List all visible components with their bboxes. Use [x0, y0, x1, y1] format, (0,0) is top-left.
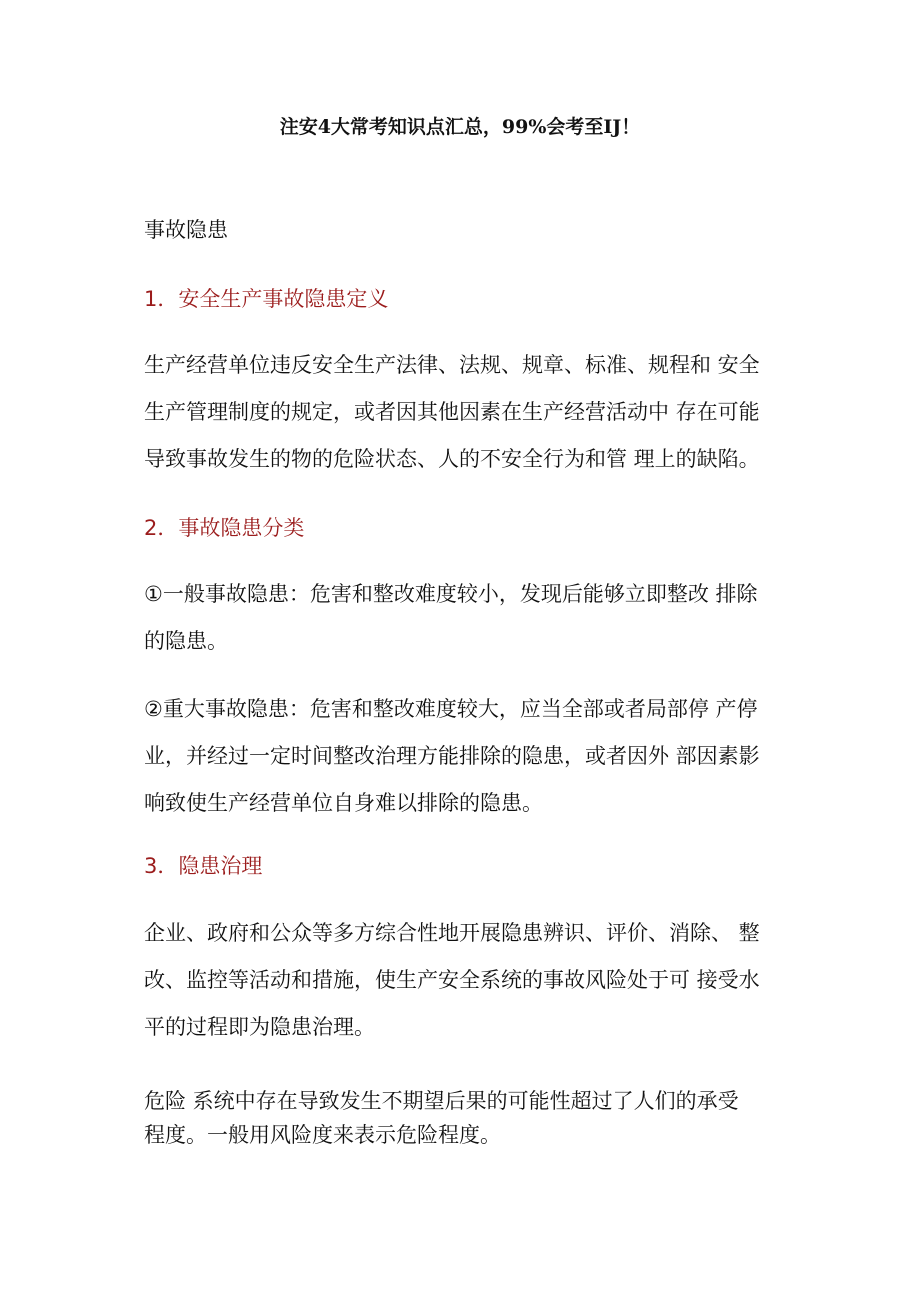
- section-title: 事故隐患: [144, 218, 228, 242]
- text-line: ②重大事故隐患：危害和整改难度较大，应当全部或者局部停 产停: [144, 697, 758, 721]
- text-line: 响致使生产经营单位自身难以排除的隐患。: [144, 791, 543, 815]
- paragraph-danger-definition: [144, 1084, 794, 1152]
- text-line: 生产经营单位违反安全生产法律、法规、规章、标准、规程和 安全: [144, 353, 760, 377]
- paragraph-hazard-definition: [144, 342, 794, 483]
- text-line: 程度。一般用风险度来表示危险程度。: [144, 1123, 501, 1147]
- paragraph-hazard-governance: [144, 910, 794, 1051]
- text-line: 改、监控等活动和措施，使生产安全系统的事故风险处于可 接受水: [144, 968, 760, 992]
- paragraph-major-hazard: [144, 686, 794, 827]
- text-line: ①一般事故隐患：危害和整改难度较小，发现后能够立即整改 排除: [144, 582, 758, 606]
- text-line: 平的过程即为隐患治理。: [144, 1015, 375, 1039]
- text-line: 的隐患。: [144, 629, 228, 653]
- heading-hazard-governance: 3．隐患治理: [144, 854, 263, 878]
- heading-hazard-classification: 2．事故隐患分类: [144, 516, 305, 540]
- text-line: 危险 系统中存在导致发生不期望后果的可能性超过了人们的承受: [144, 1089, 739, 1113]
- text-line: 业，并经过一定时间整改治理方能排除的隐患，或者因外 部因素影: [144, 744, 760, 768]
- text-line: 导致事故发生的物的危险状态、人的不安全行为和管 理上的缺陷。: [144, 447, 760, 471]
- text-line: 生产管理制度的规定，或者因其他因素在生产经营活动中 存在可能: [144, 400, 760, 424]
- paragraph-general-hazard: [144, 571, 794, 665]
- document-title: 注安4大常考知识点汇总，99%会考至IJ！: [279, 116, 641, 138]
- text-line: 企业、政府和公众等多方综合性地开展隐患辨识、评价、消除、 整: [144, 921, 760, 945]
- heading-hazard-definition: 1．安全生产事故隐患定义: [144, 287, 389, 311]
